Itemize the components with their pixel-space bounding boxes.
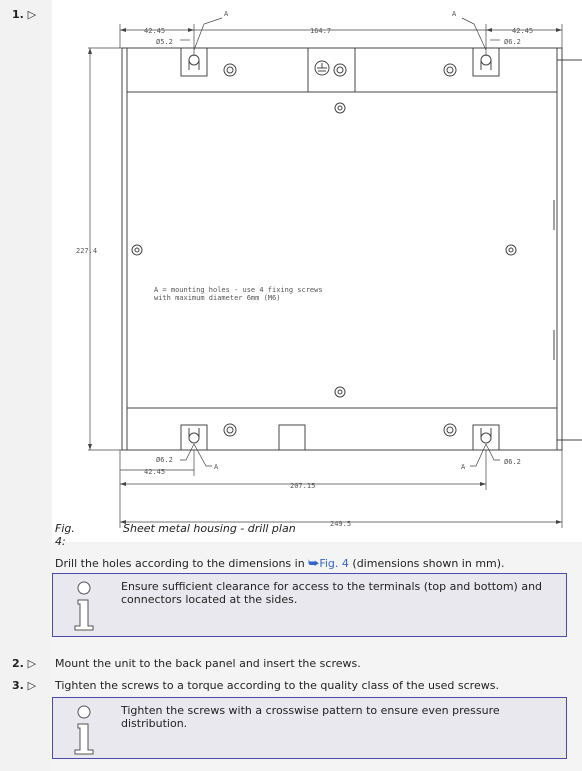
drill-instruction-suffix: (dimensions shown in mm).: [348, 557, 505, 570]
figure-note-line-2: with maximum diameter 6mm (M6): [154, 294, 281, 302]
dim-outer-width: 249.5: [330, 520, 352, 528]
info-icon: [69, 580, 99, 632]
drill-instruction: [55, 556, 505, 571]
step-3-number: 3. ▷: [12, 679, 37, 692]
dim-hole-top-right: Ø6.2: [504, 38, 521, 46]
dim-center-span: 164.7: [310, 27, 332, 35]
mounting-slot-bottom-right: [473, 425, 499, 450]
dim-right-offset-top: 42.45: [512, 27, 534, 35]
dim-left-offset-top: 42.45: [144, 27, 166, 35]
dim-hole-bottom-left: Ø6.2: [156, 456, 173, 464]
dim-hole-top-left: Ø5.2: [156, 38, 173, 46]
note-text: Ensure sufficient clearance for access to the terminals (top and bottom) and connectors located at the sides.: [121, 580, 543, 606]
mark-a-bottom-left: A: [214, 463, 219, 471]
drill-plan-drawing: [52, 0, 582, 542]
mark-a-bottom-right: A: [461, 463, 466, 471]
note-text: Tighten the screws with a crosswise pattern to ensure even pressure distribution.: [121, 704, 500, 730]
dim-inner-width: 207.15: [290, 482, 316, 490]
step-1-number: 1. ▷: [12, 8, 37, 21]
step-gutter: [0, 0, 50, 771]
figure-note-line-1: A = mounting holes - use 4 fixing screws: [154, 286, 323, 294]
info-note-clearance: [52, 573, 567, 637]
dim-height: 227.4: [76, 247, 98, 255]
link-arrow-icon: ⮩: [308, 556, 320, 570]
mark-a-top-right: A: [452, 10, 457, 18]
drill-instruction-text: Drill the holes according to the dimensions in: [55, 557, 309, 570]
mark-a-top-left: A: [224, 10, 229, 18]
info-note-crosswise: [52, 697, 567, 759]
info-icon: [69, 704, 99, 756]
figure-label: Fig. 4:: [55, 522, 75, 548]
figure-link[interactable]: Fig. 4: [319, 557, 349, 570]
step-2-number: 2. ▷: [12, 657, 37, 670]
dim-hole-bottom-right: Ø6.2: [504, 458, 521, 466]
figure-title: Sheet metal housing - drill plan: [123, 522, 296, 535]
mounting-slot-bottom-left: [181, 425, 207, 450]
step-3-text: Tighten the screws to a torque according to the quality class of the used screws.: [55, 679, 499, 692]
drill-plan-figure: [52, 0, 582, 542]
step-2-text: Mount the unit to the back panel and insert the screws.: [55, 657, 361, 670]
dim-left-offset-bottom: 42.45: [144, 468, 166, 476]
